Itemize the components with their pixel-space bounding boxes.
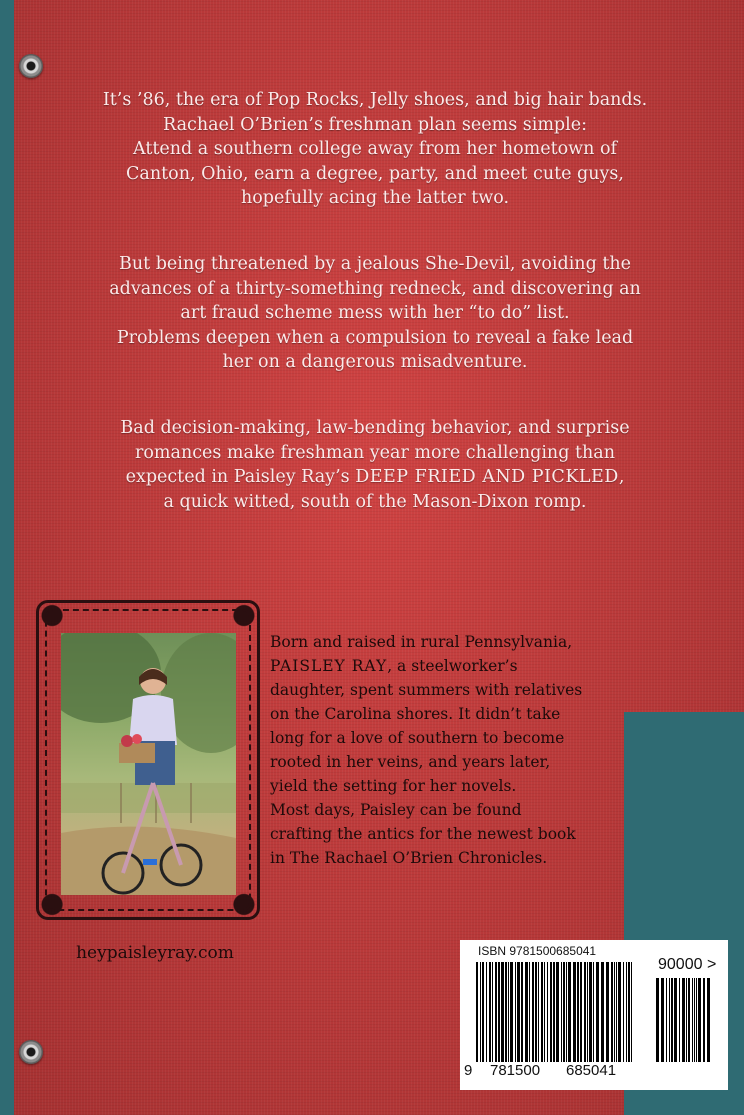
barcode-bar [584, 962, 586, 1062]
barcode-bar [601, 962, 604, 1062]
book-title: DEEP FRIED AND PICKLED [355, 467, 619, 487]
barcode-bar [532, 962, 534, 1062]
barcode-bar [556, 962, 559, 1062]
bio-line: daughter, spent summers with relatives [270, 681, 583, 699]
barcode-bar [476, 962, 478, 1062]
barcode-bar [679, 978, 680, 1062]
barcode-bar [692, 978, 693, 1062]
barcode-bar [480, 962, 481, 1062]
barcode-bar [688, 978, 690, 1062]
blurb-paragraph-2 [40, 252, 710, 375]
grommet-top-icon [19, 54, 43, 78]
barcode-bar [521, 962, 523, 1062]
barcode-bar [498, 962, 500, 1062]
author-website: heypaisleyray.com [76, 943, 234, 963]
barcode-digit-first: 9 [464, 1062, 473, 1079]
author-photo-illustration [61, 633, 236, 895]
bio-line: Most days, Paisley can be found [270, 801, 522, 819]
barcode-bar [508, 962, 509, 1062]
barcode-bar [529, 962, 530, 1062]
barcode-bar [703, 978, 705, 1062]
barcode-bar [563, 962, 565, 1062]
blurb-line: Problems deepen when a compulsion to reveal a fake lead [116, 327, 634, 348]
barcode-bar [623, 962, 624, 1062]
bio-line: long for a love of southern to become [270, 729, 565, 747]
barcode-bar [515, 962, 516, 1062]
barcode-bar [631, 962, 632, 1062]
barcode-bar [544, 962, 545, 1062]
barcode-bar [671, 978, 673, 1062]
barcode-digits-right: 685041 [566, 1062, 617, 1079]
isbn-label: ISBN 9781500685041 [478, 944, 597, 958]
barcode-bar [577, 962, 579, 1062]
bio-line: on the Carolina shores. It didn’t take [270, 705, 561, 723]
barcode-bar [682, 978, 685, 1062]
bio-line: crafting the antics for the newest book [270, 825, 576, 843]
barcode-bar [510, 962, 513, 1062]
blurb-line: art fraud scheme mess with her “to do” list. [180, 303, 570, 323]
barcode-bar [628, 962, 630, 1062]
barcode-bar [666, 978, 667, 1062]
blurb-line: her on a dangerous misadventure. [222, 352, 528, 372]
isbn-barcode [460, 940, 728, 1090]
barcode-bar [686, 978, 687, 1062]
barcode-bar [553, 962, 555, 1062]
blurb-line: Canton, Ohio, earn a degree, party, and meet cute guys, [126, 163, 624, 184]
barcode-bar [492, 962, 493, 1062]
spine-strip [0, 0, 14, 1115]
barcode-bar [593, 962, 594, 1062]
barcode-bar [580, 962, 582, 1062]
bio-line: rooted in her veins, and years later, [270, 753, 551, 771]
barcode-bar [616, 962, 617, 1062]
barcode-bar [501, 962, 504, 1062]
barcode-bar [618, 962, 621, 1062]
barcode-bar [707, 978, 710, 1062]
barcode-bar [696, 978, 697, 1062]
barcode-bar [525, 962, 528, 1062]
barcode-bar [561, 962, 562, 1062]
author-photo [61, 633, 236, 895]
bio-line: Born and raised in rural Pennsylvania, [270, 633, 573, 651]
barcode-bar [538, 962, 539, 1062]
barcode-bar [547, 962, 548, 1062]
blurb-line: Rachael O’Brien’s freshman plan seems simple: [163, 114, 587, 135]
bio-text: , a steelworker’s [387, 657, 518, 675]
barcode-bar [674, 978, 677, 1062]
blurb-paragraph-3 [40, 416, 710, 514]
barcode-bar [517, 962, 520, 1062]
blurb-line: Attend a southern college away from her hometown of [133, 139, 617, 159]
bio-line [270, 654, 620, 678]
barcode-bar [482, 962, 484, 1062]
bio-line: yield the setting for her novels. [270, 777, 517, 795]
blurb-line: Bad decision-making, law-bending behavior, and surprise [120, 418, 630, 438]
price-code: 90000 > [658, 956, 717, 973]
barcode-bar [611, 962, 613, 1062]
barcode-bar [626, 962, 627, 1062]
barcode-bar [606, 962, 609, 1062]
barcode-bar [566, 962, 567, 1062]
barcode-bar [489, 962, 491, 1062]
blurb-text: expected in Paisley Ray’s [125, 467, 350, 487]
barcode-bar [661, 978, 664, 1062]
barcode-bar [486, 962, 487, 1062]
barcode-bar [587, 962, 588, 1062]
barcode-bar [669, 978, 670, 1062]
barcode-bar [505, 962, 507, 1062]
barcode-bar [614, 962, 615, 1062]
blurb-line: advances of a thirty-something redneck, and discovering an [109, 278, 641, 299]
author-name: PAISLEY RAY [270, 657, 388, 675]
blurb-line: expected in Paisley Ray’s DEEP FRIED AND PICKLED, [125, 467, 625, 487]
blurb-line: But being threatened by a jealous She-Devil, avoiding the [118, 254, 632, 274]
barcode-bar [573, 962, 576, 1062]
barcode-bar [698, 978, 701, 1062]
blurb-line: It’s ’86, the era of Pop Rocks, Jelly shoes, and big hair bands. [102, 90, 648, 110]
barcode-bar [535, 962, 537, 1062]
barcode-bar [541, 962, 543, 1062]
barcode-bar [694, 978, 695, 1062]
barcode-bar [589, 962, 592, 1062]
bio-line: in The Rachael O’Brien Chronicles. [270, 849, 548, 867]
barcode-bar [568, 962, 571, 1062]
barcode-bar [656, 978, 659, 1062]
barcode-digits-left: 781500 [490, 1062, 541, 1079]
barcode-bar [596, 962, 599, 1062]
barcode-bars-main [476, 962, 636, 1062]
blurb-paragraph-1 [40, 88, 710, 211]
blurb-line: romances make freshman year more challenging than [135, 442, 615, 463]
barcode-bars-addon [656, 978, 714, 1062]
grommet-bottom-icon [19, 1040, 43, 1064]
barcode-bar [495, 962, 497, 1062]
author-bio [270, 630, 620, 870]
barcode-bar [550, 962, 552, 1062]
blurb-line: a quick witted, south of the Mason-Dixon romp. [163, 491, 587, 512]
blurb-line: hopefully acing the latter two. [240, 188, 510, 208]
